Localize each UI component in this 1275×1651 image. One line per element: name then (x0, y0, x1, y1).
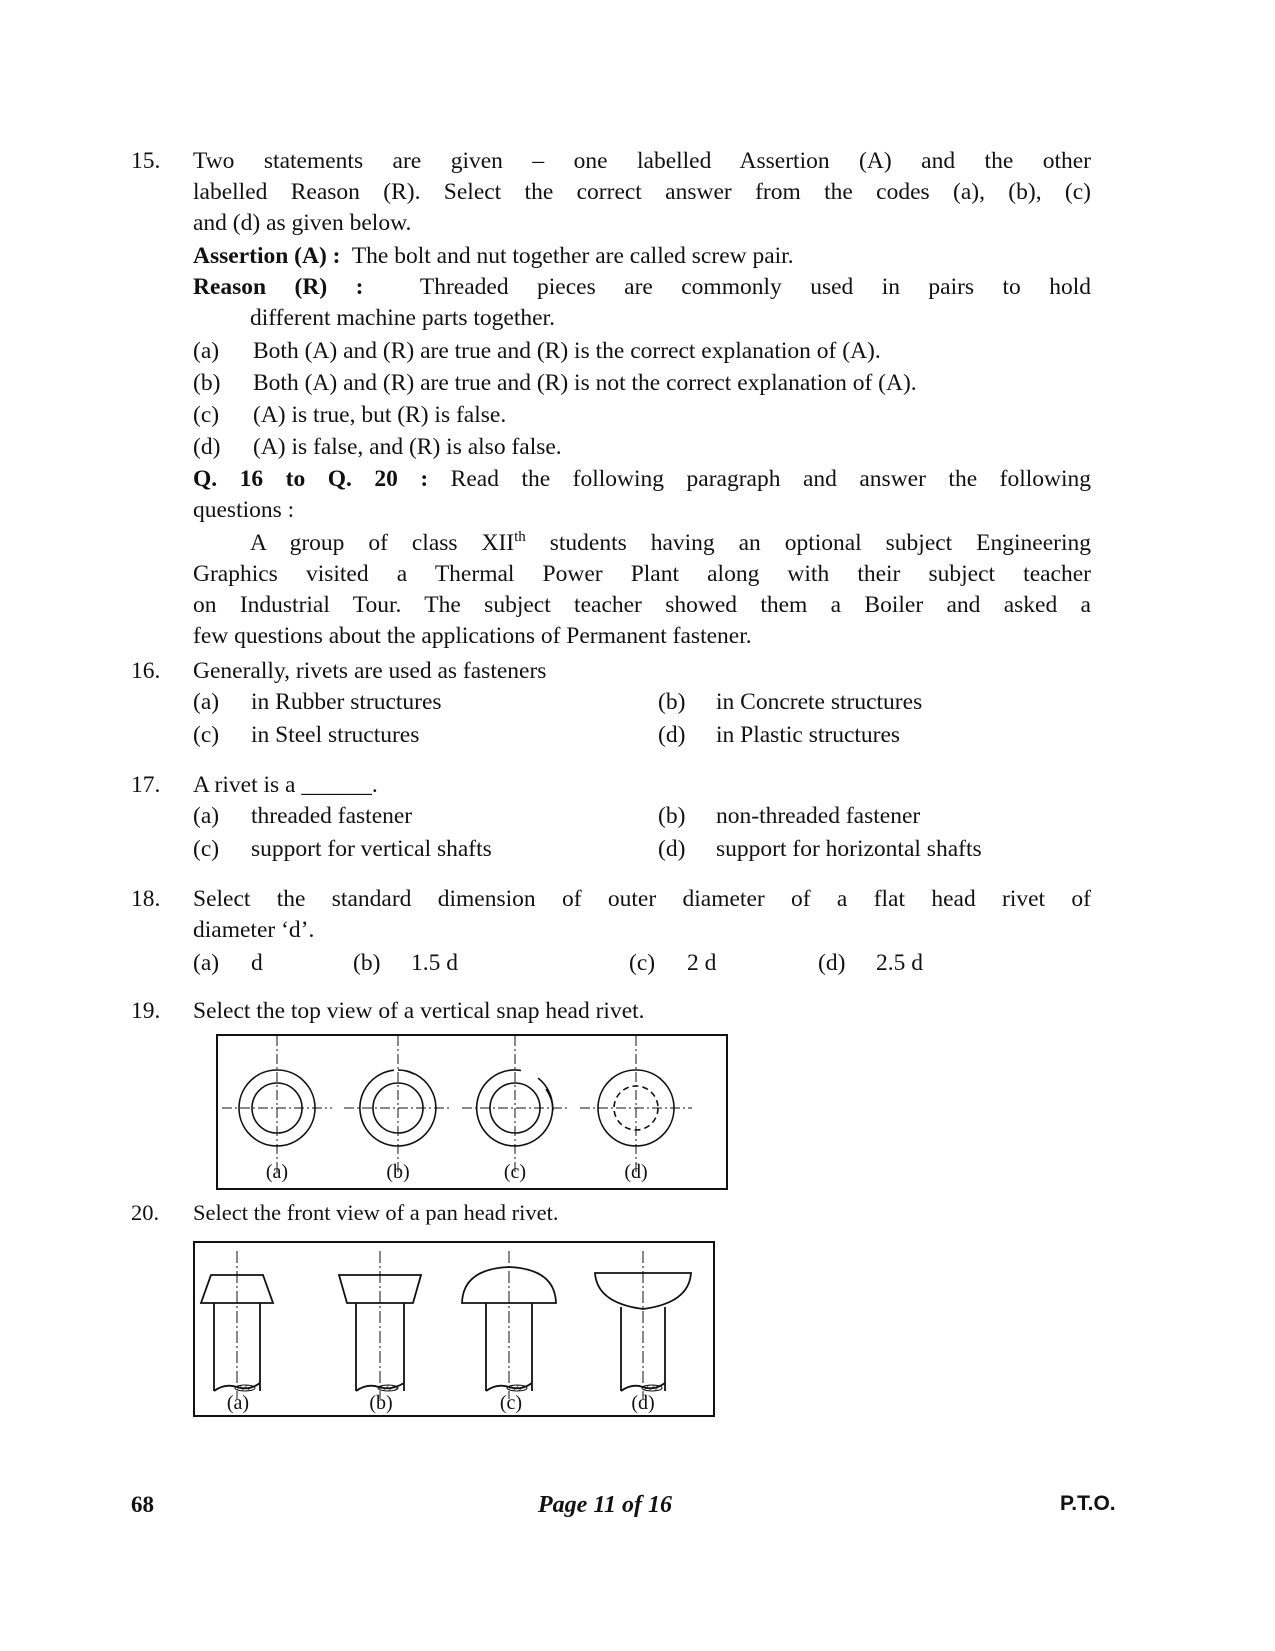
question-18 (131, 884, 1091, 981)
paper-code: 68 (131, 1492, 154, 1517)
q20-figure (193, 1241, 715, 1417)
passage-heading-label: Q. 16 to Q. 20 : (193, 466, 429, 492)
question-stem: Generally, rivets are used as fasteners (193, 658, 547, 684)
option-a[interactable]: (a) d (193, 950, 263, 976)
reason (193, 272, 1091, 303)
question-stem: diameter ‘d’. (193, 917, 315, 943)
option-a[interactable]: (a) in Rubber structures (193, 689, 442, 715)
question-number: 19. (131, 998, 161, 1024)
option-b[interactable]: (b) in Concrete structures (658, 689, 923, 715)
option-c[interactable]: (c) in Steel structures (193, 722, 420, 748)
option-c[interactable] (193, 400, 1091, 431)
assertion-text: The bolt and nut together are called screw pair. (351, 243, 794, 269)
passage-line: Graphics visited a Thermal Power Plant along with their subject teacher (193, 561, 1091, 587)
fig-label: (c) (503, 1161, 527, 1183)
passage-line: A group of class XIIth students having an optional subject Engineering (250, 529, 1091, 556)
question-stem: Two statements are given – one labelled Assertion (A) and the other (193, 148, 1091, 174)
question-number: 16. (131, 658, 161, 684)
reason-text-continued: different machine parts together. (250, 305, 555, 331)
q19-figure (216, 1034, 728, 1190)
option-b[interactable]: (b) 1.5 d (353, 950, 458, 976)
fig-label: (a) (226, 1392, 250, 1414)
option-text: (A) is false, and (R) is also false. (253, 434, 562, 460)
passage-intro: Read the following paragraph and answer the following (450, 466, 1092, 492)
option-text: Both (A) and (R) are true and (R) is not the correct explanation of (A). (253, 370, 917, 396)
option-c[interactable]: (c) support for vertical shafts (193, 836, 492, 862)
question-16 (131, 656, 1091, 753)
option-label: (c) (193, 402, 220, 428)
option-a[interactable] (193, 336, 1091, 367)
option-b[interactable] (193, 368, 1091, 399)
fig-label: (b) (386, 1161, 410, 1183)
fig-label: (a) (265, 1161, 289, 1183)
option-a[interactable]: (a) threaded fastener (193, 803, 413, 829)
option-c[interactable]: (c) 2 d (629, 950, 717, 976)
passage-intro: questions : (193, 497, 295, 523)
assertion (193, 241, 1091, 272)
passage-line: few questions about the applications of Permanent fastener. (193, 623, 752, 649)
option-label: (a) (193, 338, 220, 364)
passage-heading (193, 464, 1091, 495)
question-20 (131, 1197, 1091, 1228)
question-stem: Select the front view of a pan head rivet. (193, 1200, 559, 1225)
question-19 (131, 996, 1091, 1027)
question-number: 15. (131, 148, 161, 174)
reason-text: Threaded pieces are commonly used in pairs to hold (419, 274, 1091, 300)
q19-figure-frame (217, 1035, 727, 1189)
option-d[interactable]: (d) support for horizontal shafts (658, 836, 982, 862)
fig-label: (d) (624, 1161, 648, 1183)
pto-label: P.T.O. (1060, 1492, 1116, 1515)
option-text: (A) is true, but (R) is false. (253, 402, 507, 428)
option-b[interactable]: (b) non-threaded fastener (658, 803, 921, 829)
option-d[interactable] (193, 432, 1091, 463)
assertion-label: Assertion (A) : (193, 243, 341, 269)
option-label: (b) (193, 370, 221, 396)
question-stem: A rivet is a ______. (193, 772, 378, 798)
fig-label: (d) (631, 1392, 655, 1414)
option-text: Both (A) and (R) are true and (R) is the correct explanation of (A). (253, 338, 881, 364)
option-label: (d) (193, 434, 221, 460)
question-stem: labelled Reason (R). Select the correct answer from the codes (a), (b), (c) (193, 179, 1091, 205)
question-stem: and (d) as given below. (193, 210, 412, 236)
option-d[interactable]: (d) 2.5 d (818, 950, 923, 976)
question-stem: Select the standard dimension of outer diameter of a flat head rivet of (193, 886, 1091, 912)
question-number: 20. (131, 1200, 160, 1225)
question-stem: Select the top view of a vertical snap head rivet. (193, 998, 645, 1024)
q20-figure-frame (194, 1242, 714, 1416)
question-15 (131, 146, 1091, 652)
question-17 (131, 770, 1091, 867)
fig-label: (b) (369, 1392, 393, 1414)
option-d[interactable]: (d) in Plastic structures (658, 722, 901, 748)
page-number: Page 11 of 16 (538, 1492, 672, 1518)
reason-label: Reason (R) : (193, 274, 364, 300)
question-number: 17. (131, 772, 161, 798)
question-number: 18. (131, 886, 161, 912)
passage-line: on Industrial Tour. The subject teacher showed them a Boiler and asked a (193, 592, 1091, 618)
fig-label: (c) (499, 1392, 523, 1414)
